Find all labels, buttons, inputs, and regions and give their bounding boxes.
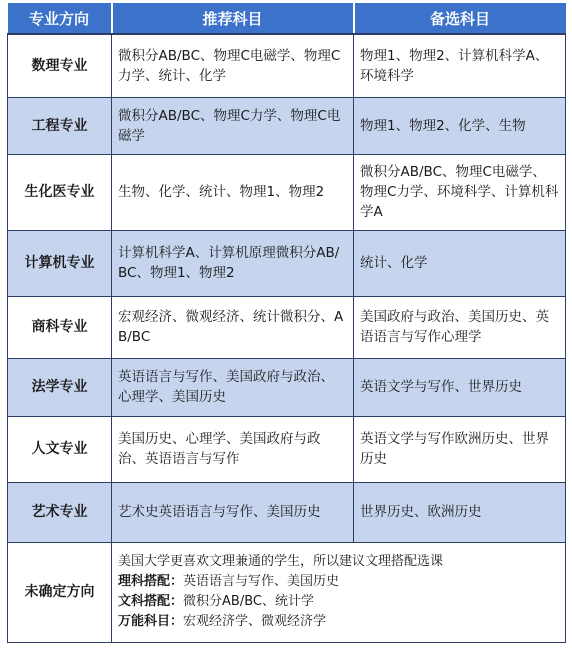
table-row (8, 416, 566, 482)
table-header-row (8, 3, 566, 34)
major-cell: 计算机专业 (8, 230, 112, 296)
header-optional: 备选科目 (354, 3, 566, 34)
advice-key: 万能科目： (118, 614, 184, 629)
advice-line (118, 572, 559, 592)
recommended-cell: 艺术史英语语言与写作、美国历史 (112, 482, 354, 542)
advice-value: 宏观经济学、微观经济学 (183, 614, 327, 629)
table-row (8, 230, 566, 296)
table-row (8, 358, 566, 416)
undecided-intro: 美国大学更喜欢文理兼通的学生，所以建议文理搭配选课 (118, 554, 444, 569)
course-recommendation-table (7, 3, 566, 643)
table-row (8, 97, 566, 154)
optional-cell: 微积分AB/BC、物理C电磁学、物理C力学、环境科学、计算机科学A (354, 154, 566, 230)
recommended-cell: 微积分AB/BC、物理C力学、物理C电磁学 (112, 97, 354, 154)
optional-cell: 英语文学与写作欧洲历史、世界历史 (354, 416, 566, 482)
recommended-cell: 生物、化学、统计、物理1、物理2 (112, 154, 354, 230)
optional-cell: 物理1、物理2、计算机科学A、环境科学 (354, 34, 566, 97)
major-cell: 生化医专业 (8, 154, 112, 230)
advice-value: 英语语言与写作、美国历史 (183, 574, 340, 589)
advice-line (118, 592, 559, 612)
optional-cell: 统计、化学 (354, 230, 566, 296)
recommended-cell: 微积分AB/BC、物理C电磁学、物理C力学、统计、化学 (112, 34, 354, 97)
advice-line (118, 612, 559, 632)
advice-value: 微积分AB/BC、统计学 (183, 594, 314, 609)
optional-cell: 英语文学与写作、世界历史 (354, 358, 566, 416)
recommended-cell: 宏观经济、微观经济、统计微积分、AB/BC (112, 296, 354, 358)
major-cell: 法学专业 (8, 358, 112, 416)
undecided-advice-cell (112, 542, 566, 642)
advice-key: 理科搭配： (118, 574, 184, 589)
optional-cell: 世界历史、欧洲历史 (354, 482, 566, 542)
header-major: 专业方向 (8, 3, 112, 34)
table-row (8, 154, 566, 230)
advice-key: 文科搭配： (118, 594, 184, 609)
optional-cell: 美国政府与政治、美国历史、英语语言与写作心理学 (354, 296, 566, 358)
major-cell: 艺术专业 (8, 482, 112, 542)
major-cell: 未确定方向 (8, 542, 112, 642)
course-table-frame (7, 3, 565, 643)
major-cell: 商科专业 (8, 296, 112, 358)
table-row (8, 296, 566, 358)
table-row (8, 482, 566, 542)
optional-cell: 物理1、物理2、化学、生物 (354, 97, 566, 154)
recommended-cell: 计算机科学A、计算机原理微积分AB/BC、物理1、物理2 (112, 230, 354, 296)
major-cell: 工程专业 (8, 97, 112, 154)
table-row-undecided (8, 542, 566, 642)
table-row (8, 34, 566, 97)
recommended-cell: 美国历史、心理学、美国政府与政治、英语语言与写作 (112, 416, 354, 482)
header-recommended: 推荐科目 (112, 3, 354, 34)
major-cell: 人文专业 (8, 416, 112, 482)
recommended-cell: 英语语言与写作、美国政府与政治、心理学、美国历史 (112, 358, 354, 416)
major-cell: 数理专业 (8, 34, 112, 97)
